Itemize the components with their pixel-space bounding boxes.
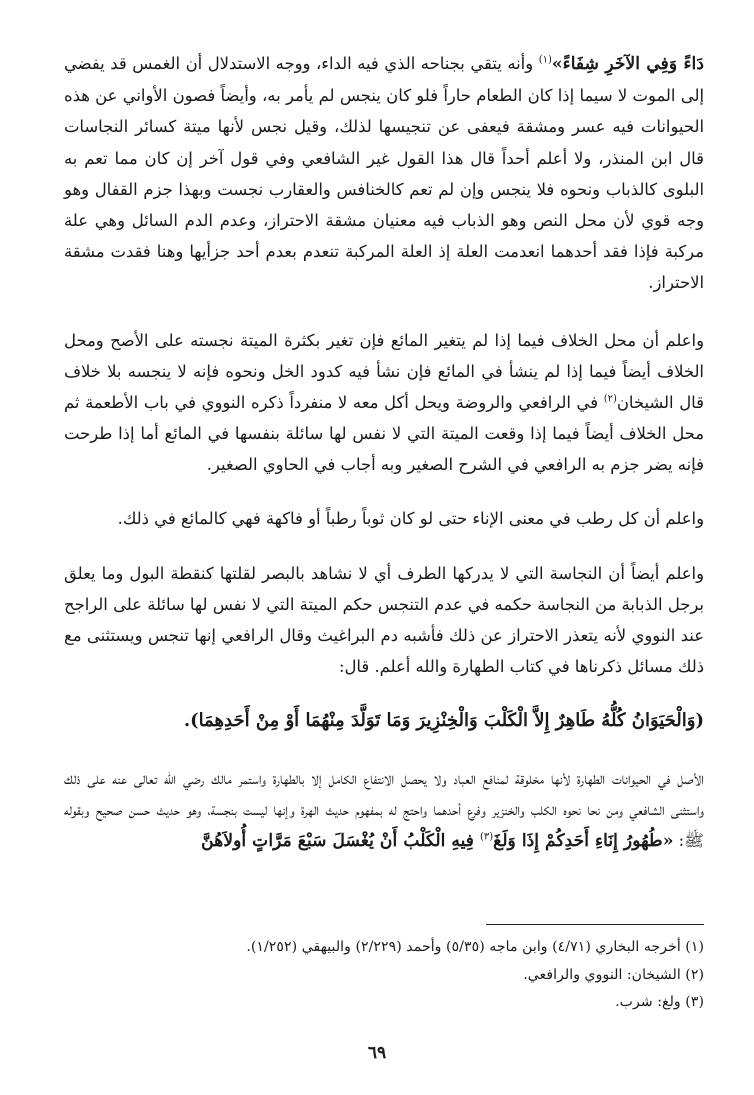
paragraph-2-text-b: في الرافعي والروضة ويحل أكل معه لا منفرداً ذكره النووي في باب الأطعمة ثم محل الخلاف أيضاً فيما إذا وقعت الميتة التي لا نفس لها سائلة بنفسها في المائع أما إذا طرحت فإنه يضر جزم به الرافعي في الشرح الصغير وبه أجاب في الحاوي الصغير. bbox=[64, 393, 704, 475]
hadith-text-b: فِيهِ الْكَلْبُ أَنْ يُغْسَلَ سَبْعَ مَرَّاتٍ أُولاَهُنَّ bbox=[201, 831, 480, 852]
paragraph-2 bbox=[64, 325, 704, 481]
paragraph-3 bbox=[64, 503, 704, 534]
paragraph-6-text: الأصل في الحيوانات الطهارة لأنها مخلوقة لمنافع العباد ولا يحصل الانتفاع الكامل إلا بالطهارة واستمر مالك رضي الله تعالى عنه على ذلك واستثنى الشافعي ومن نحا نحوه الكلب والخنزير وفرع أحدهما واحتج له بمفهوم حديث الهرة وإنها ليست بنجسة، وهو حديث حسن صحيح وبقوله ﷺ: bbox=[64, 768, 704, 851]
matn-text: (وَالْحَيَوَانُ كُلُّهُ طَاهِرٌ إِلاَّ الْكَلْبَ وَالْخِنْزِيرَ وَمَا تَوَلَّدَ مِنْهُمَا أَوْ مِنْ أَحَدِهِمَا). bbox=[183, 709, 704, 731]
footnote-ref-3[interactable]: (٣) bbox=[479, 831, 494, 843]
paragraph-4 bbox=[64, 558, 704, 683]
paragraph-1-text: وأنه يتقي بجناحه الذي فيه الداء، ووجه الاستدلال أن الغمس قد يفضي إلى الموت لا سيما إذا كان الطعام حاراً فلو كان ينجس لم يأمر به، وأيضاً فصون الأواني عن هذه الحيوانات فيه عسر ومشقة فيعفى عن تنجيسها لذلك، وقيل نجس لأنها ميتة كسائر النجاسات قال ابن المنذر، ولا أعلم أحداً قال هذا القول غير الشافعي وفي قول آخر إن كان مما تعم به البلوى كالذباب ونحوه فلا ينجس وإن لم تعم كالخنافس والعقارب نجست وبهذا جزم القفال وهو وجه قوي لأن محل النص وهو الذباب فيه معنيان مشقة الاحتراز، وعدم الدم السائل وهي علة مركبة فإذا فقد أحدهما انعدمت العلة إذ العلة المركبة تنعدم بعدم أحد جزأيها وهنا فقدت مشقة الاحتراز. bbox=[64, 54, 705, 293]
paragraph-3-text: واعلم أن كل رطب في معنى الإناء حتى لو كان ثوباً رطباً أو فاكهة فهي كالمائع في ذلك. bbox=[117, 508, 704, 528]
page-number: ٦٩ bbox=[367, 1043, 387, 1063]
footnote-ref-1[interactable]: (١) bbox=[538, 54, 552, 66]
hadith-text-a: «طُهُورُ إِنَاءِ أَحَدِكُمْ إِذَا وَلَغَ bbox=[493, 831, 674, 852]
matn-statement bbox=[64, 705, 704, 737]
footnote-1: (١) أخرجه البخاري (٤/٧١) وابن ماجه (٥/٣٥) وأحمد (٢/٢٢٩) والبيهقي (١/٢٥٢). bbox=[246, 939, 704, 955]
main-text bbox=[64, 48, 704, 857]
footnote-divider bbox=[486, 924, 704, 925]
paragraph-4-text: واعلم أيضاً أن النجاسة التي لا يدركها الطرف أي لا نشاهد بالبصر لقلتها كنقطة البول وما يعلق برجل الذبابة من النجاسة حكمه في عدم التنجس حكم الميتة التي لا نفس لها سائلة على الراجح عند النووي لأنه يتعذر الاحتراز عن ذلك فأشبه دم البراغيث وقال الرافعي إنها تنجس ويستثنى مع ذلك مسائل ذكرناها في كتاب الطهارة والله أعلم. قال: bbox=[64, 563, 704, 677]
footnote-ref-2[interactable]: (٢) bbox=[603, 393, 617, 405]
footnotes bbox=[64, 934, 704, 1017]
paragraph-1 bbox=[64, 48, 704, 299]
footnote-3: (٣) ولغ: شرب. bbox=[615, 994, 704, 1010]
hadith-fragment: دَاءً وَفِي الآخَرِ شِفَاءً» bbox=[551, 54, 704, 74]
paragraph-6 bbox=[64, 763, 704, 858]
footnote-2: (٢) الشيخان: النووي والرافعي. bbox=[523, 966, 704, 983]
paragraph-2-text-a: واعلم أن محل الخلاف فيما إذا لم يتغير المائع فإن تغير بكثرة الميتة نجسته على الأصح ومحل الخلاف أيضاً فيما إذا لم ينشأ في المائع فإن نشأ فيه كدود الخل ونحوه فإنه لا ينجسه بلا خلاف قال الشيخان bbox=[64, 330, 704, 413]
